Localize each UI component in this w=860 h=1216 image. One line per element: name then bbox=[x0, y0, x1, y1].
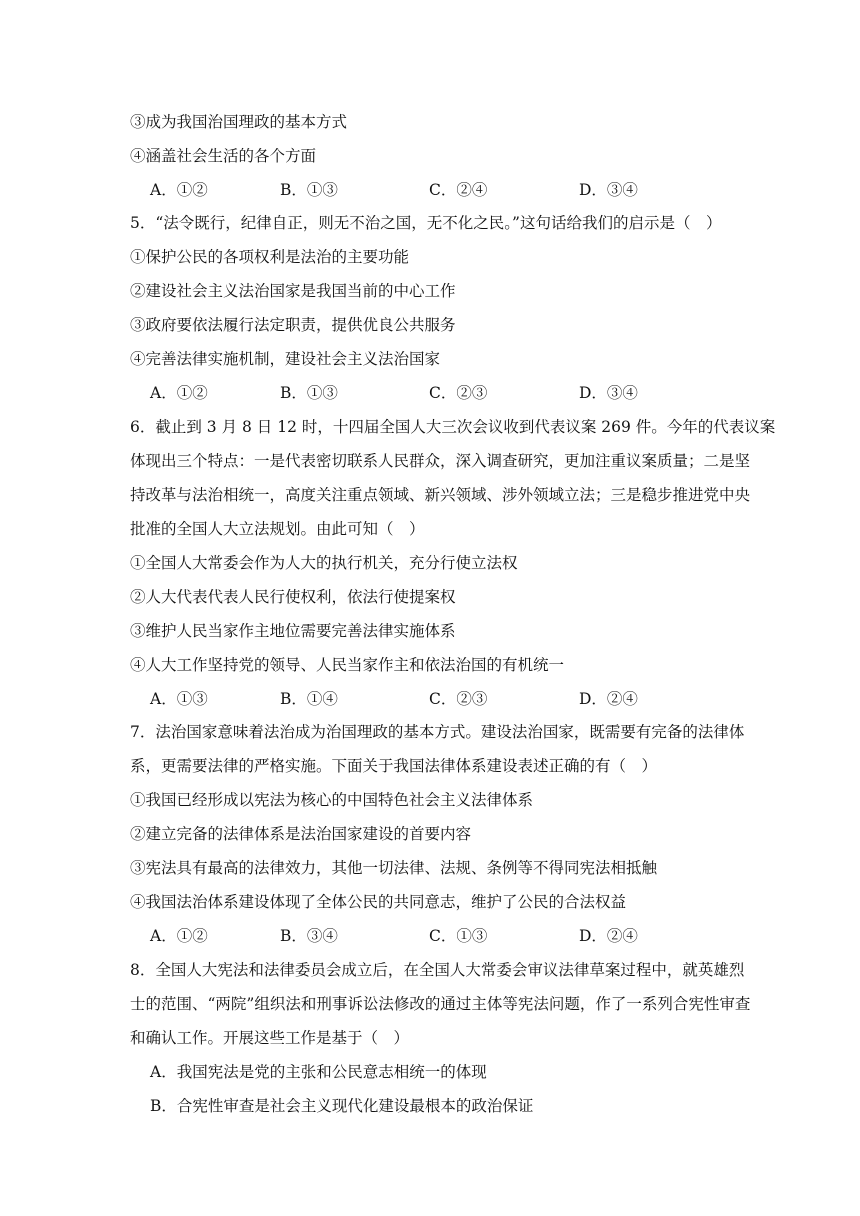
q4-item-3: ③成为我国治国理政的基本方式 bbox=[130, 113, 348, 131]
q7-stem-line-2: 系，更需要法律的严格实施。下面关于我国法律体系建设表述正确的有（ ） bbox=[130, 757, 658, 775]
q7-item-1: ①我国已经形成以宪法为核心的中国特色社会主义法律体系 bbox=[130, 791, 534, 809]
q7-item-2: ②建立完备的法律体系是法治国家建设的首要内容 bbox=[130, 825, 472, 843]
q7-item-3: ③宪法具有最高的法律效力，其他一切法律、法规、条例等不得同宪法相抵触 bbox=[130, 859, 658, 877]
q5-item-2: ②建设社会主义法治国家是我国当前的中心工作 bbox=[130, 282, 456, 300]
q8-stem-line-1: 8．全国人大宪法和法律委员会成立后，在全国人大常委会审议法律草案过程中，就英雄烈 bbox=[130, 961, 745, 979]
q6-option-d[interactable]: D．②④ bbox=[579, 690, 638, 708]
q8-option-b[interactable]: B．合宪性审查是社会主义现代化建设最根本的政治保证 bbox=[150, 1097, 534, 1115]
q8-stem-line-2: 士的范围、“两院”组织法和刑事诉讼法修改的通过主体等宪法问题，作了一系列合宪性审查 bbox=[130, 995, 751, 1013]
q6-stem-line-2: 体现出三个特点：一是代表密切联系人民群众，深入调查研究，更加注重议案质量；二是坚 bbox=[130, 452, 751, 470]
q6-item-2: ②人大代表代表人民行使权利，依法行使提案权 bbox=[130, 588, 456, 606]
q6-option-a[interactable]: A．①③ bbox=[150, 690, 208, 708]
q8-stem-line-3: 和确认工作。开展这些工作是基于（ ） bbox=[130, 1029, 410, 1047]
q6-option-c[interactable]: C．②③ bbox=[429, 690, 488, 708]
q4-item-4: ④涵盖社会生活的各个方面 bbox=[130, 147, 317, 165]
q4-option-a[interactable]: A．①② bbox=[150, 181, 208, 199]
q7-option-a[interactable]: A．①② bbox=[150, 927, 208, 945]
q8-option-a[interactable]: A．我国宪法是党的主张和公民意志相统一的体现 bbox=[150, 1063, 487, 1081]
q6-item-3: ③维护人民当家作主地位需要完善法律实施体系 bbox=[130, 622, 456, 640]
q5-item-3: ③政府要依法履行法定职责，提供优良公共服务 bbox=[130, 316, 456, 334]
q5-option-b[interactable]: B．①③ bbox=[280, 384, 338, 402]
q7-option-d[interactable]: D．②④ bbox=[579, 927, 638, 945]
q6-stem-line-3: 持改革与法治相统一，高度关注重点领域、新兴领域、涉外领域立法；三是稳步推进党中央 bbox=[130, 486, 751, 504]
q5-option-d[interactable]: D．③④ bbox=[579, 384, 638, 402]
q7-item-4: ④我国法治体系建设体现了全体公民的共同意志，维护了公民的合法权益 bbox=[130, 893, 627, 911]
q7-stem-line-1: 7．法治国家意味着法治成为治国理政的基本方式。建设法治国家，既需要有完备的法律体 bbox=[130, 723, 745, 741]
q5-item-4: ④完善法律实施机制，建设社会主义法治国家 bbox=[130, 350, 441, 368]
q6-item-4: ④人大工作坚持党的领导、人民当家作主和依法治国的有机统一 bbox=[130, 656, 565, 674]
q6-options bbox=[150, 688, 710, 710]
q6-option-b[interactable]: B．①④ bbox=[280, 690, 338, 708]
q5-item-1: ①保护公民的各项权利是法治的主要功能 bbox=[130, 248, 410, 266]
q4-options bbox=[150, 179, 710, 201]
q5-option-a[interactable]: A．①② bbox=[150, 384, 208, 402]
q6-item-1: ①全国人大常委会作为人大的执行机关，充分行使立法权 bbox=[130, 554, 518, 572]
q4-option-b[interactable]: B．①③ bbox=[280, 181, 338, 199]
q4-option-d[interactable]: D．③④ bbox=[579, 181, 638, 199]
q5-options bbox=[150, 382, 710, 404]
q5-option-c[interactable]: C．②③ bbox=[429, 384, 488, 402]
q6-stem-line-1: 6．截止到 3 月 8 日 12 时，十四届全国人大三次会议收到代表议案 269 件。今年的代表议案 bbox=[130, 418, 776, 436]
q7-option-c[interactable]: C．①③ bbox=[429, 927, 488, 945]
q6-stem-line-4: 批准的全国人大立法规划。由此可知（ ） bbox=[130, 520, 425, 538]
q7-option-b[interactable]: B．③④ bbox=[280, 927, 338, 945]
q5-stem: 5．“法令既行，纪律自正，则无不治之国，无不化之民。”这句话给我们的启示是（ ） bbox=[130, 214, 722, 232]
q4-option-c[interactable]: C．②④ bbox=[429, 181, 488, 199]
q7-options bbox=[150, 925, 710, 947]
